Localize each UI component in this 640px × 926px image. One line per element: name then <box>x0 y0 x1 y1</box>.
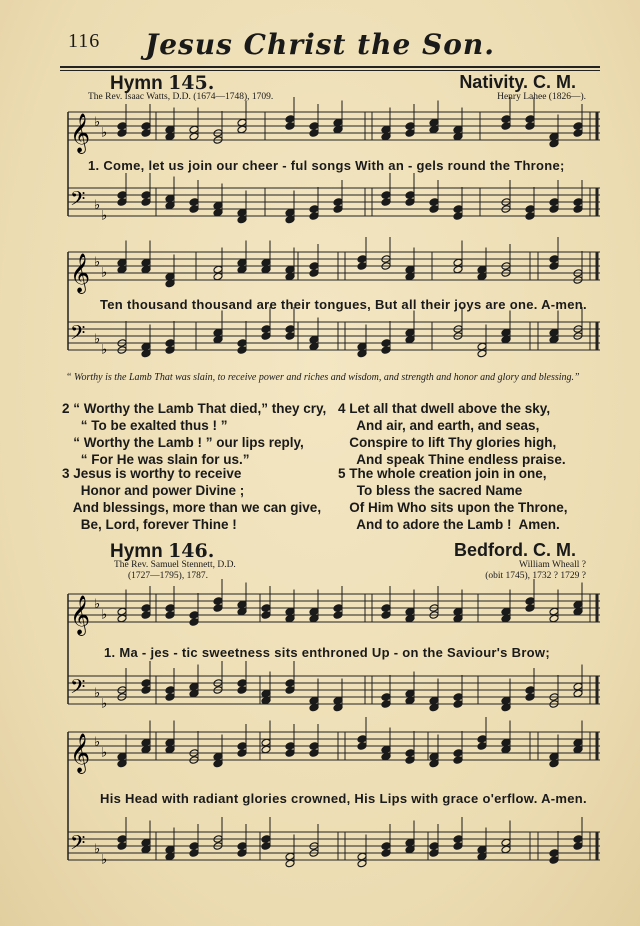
note-head <box>141 349 151 358</box>
bass-clef-icon: 𝄢 <box>70 321 86 349</box>
note-head <box>213 335 223 344</box>
note-head <box>573 198 583 207</box>
note-head <box>285 332 295 341</box>
note-head <box>501 614 511 623</box>
note-head <box>525 597 535 606</box>
note-head <box>237 346 247 355</box>
hymn-146-composer: William Wheall ? <box>519 560 586 570</box>
note-head <box>429 752 439 761</box>
note-head <box>477 852 487 861</box>
note-head <box>405 335 415 344</box>
note-head <box>309 749 319 758</box>
note-head <box>333 696 343 705</box>
note-head <box>501 115 511 124</box>
note-head <box>141 679 151 688</box>
note-head <box>549 255 559 264</box>
flat-icon: ♭ <box>101 208 108 224</box>
note-head <box>429 205 439 214</box>
note-head <box>333 125 343 134</box>
note-head <box>165 279 175 288</box>
note-head <box>237 208 247 217</box>
note-head <box>381 198 391 207</box>
note-head <box>117 842 127 851</box>
note-head <box>549 262 559 271</box>
note-head <box>189 611 199 620</box>
note-head <box>117 198 127 207</box>
note-head <box>381 191 391 200</box>
note-head <box>237 215 247 224</box>
note-head <box>381 842 391 851</box>
note-head <box>309 205 319 214</box>
note-head <box>477 272 487 281</box>
note-head <box>117 752 127 761</box>
note-head <box>573 745 583 754</box>
flat-icon: ♭ <box>94 686 101 701</box>
note-head <box>309 212 319 221</box>
note-head <box>357 262 367 271</box>
note-head <box>309 742 319 751</box>
hymn-146-author-dates: (1727—1795), 1787. <box>128 571 208 581</box>
note-head <box>237 742 247 751</box>
note-head <box>261 745 271 754</box>
note-head <box>381 693 391 702</box>
note-head <box>141 191 151 200</box>
header-rule <box>60 66 600 68</box>
note-head <box>261 689 271 698</box>
note-head <box>285 208 295 217</box>
note-head <box>309 122 319 131</box>
note-head <box>309 269 319 278</box>
note-head <box>549 198 559 207</box>
note-head <box>213 265 223 274</box>
note-head <box>141 258 151 267</box>
note-head <box>453 693 463 702</box>
note-head <box>573 129 583 138</box>
flat-icon: ♭ <box>94 597 101 612</box>
note-head <box>357 859 367 868</box>
note-head <box>573 122 583 131</box>
note-head <box>309 342 319 351</box>
note-head <box>165 125 175 134</box>
note-head <box>405 122 415 131</box>
note-head <box>381 604 391 613</box>
note-head <box>309 696 319 705</box>
note-head <box>165 686 175 695</box>
note-head <box>333 611 343 620</box>
hymn-145-tune: Nativity. C. M. <box>459 72 576 92</box>
note-head <box>261 265 271 274</box>
note-head <box>405 191 415 200</box>
note-head <box>141 845 151 854</box>
note-head <box>381 125 391 134</box>
note-head <box>573 842 583 851</box>
flat-icon: ♭ <box>94 255 101 270</box>
hymn-number: 146. <box>168 540 215 562</box>
note-head <box>573 600 583 609</box>
flat-icon: ♭ <box>101 342 108 358</box>
note-head <box>501 703 511 712</box>
note-head <box>165 272 175 281</box>
note-head <box>189 842 199 851</box>
note-head <box>309 607 319 616</box>
note-head <box>477 349 487 358</box>
note-head <box>405 272 415 281</box>
note-head <box>381 611 391 620</box>
note-head <box>453 205 463 214</box>
note-head <box>405 129 415 138</box>
note-head <box>525 205 535 214</box>
note-head <box>381 752 391 761</box>
note-head <box>165 132 175 141</box>
flat-icon: ♭ <box>101 852 108 868</box>
note-head <box>501 122 511 131</box>
note-head <box>405 756 415 765</box>
note-head <box>525 212 535 221</box>
note-head <box>189 198 199 207</box>
note-head <box>525 604 535 613</box>
note-head <box>141 745 151 754</box>
note-head <box>357 342 367 351</box>
note-head <box>453 756 463 765</box>
note-head <box>525 122 535 131</box>
hymn-146-composer-dates: (obit 1745), 1732 ? 1729 ? <box>485 571 586 581</box>
hymn-label: Hymn <box>110 73 163 94</box>
note-head <box>573 607 583 616</box>
treble-clef-icon: 𝄞 <box>70 595 91 635</box>
note-head <box>405 749 415 758</box>
note-head <box>165 346 175 355</box>
note-head <box>117 759 127 768</box>
bass-clef-icon: 𝄢 <box>70 831 86 859</box>
note-head <box>285 265 295 274</box>
note-head <box>549 614 559 623</box>
note-head <box>429 849 439 858</box>
page-title: Jesus Christ the Son. <box>144 28 496 61</box>
note-head <box>573 835 583 844</box>
note-head <box>285 742 295 751</box>
note-head <box>309 335 319 344</box>
note-head <box>381 700 391 709</box>
note-head <box>381 745 391 754</box>
note-head <box>141 838 151 847</box>
note-head <box>237 600 247 609</box>
flat-icon: ♭ <box>94 735 101 750</box>
hymn-146-lyric-line-2: His Head with radiant glories crowned, His Lips with grace o'erflow. A-men. <box>100 791 587 806</box>
note-head <box>405 607 415 616</box>
note-head <box>405 198 415 207</box>
note-head <box>189 849 199 858</box>
note-head <box>261 611 271 620</box>
note-head <box>549 328 559 337</box>
note-head <box>381 849 391 858</box>
note-head <box>213 759 223 768</box>
note-head <box>165 738 175 747</box>
note-head <box>141 342 151 351</box>
note-head <box>429 703 439 712</box>
note-head <box>357 742 367 751</box>
note-head <box>285 852 295 861</box>
verse-4: 4 Let all that dwell above the sky, And air, and earth, and seas, Conspire to lift Thy glories high, And speak Thine endless praise. <box>338 401 566 467</box>
note-head <box>333 703 343 712</box>
note-head <box>237 125 247 134</box>
flat-icon: ♭ <box>101 745 108 761</box>
note-head <box>357 852 367 861</box>
note-head <box>309 614 319 623</box>
note-head <box>213 201 223 210</box>
note-head <box>117 191 127 200</box>
note-head <box>237 265 247 274</box>
hymn-146-author: The Rev. Samuel Stennett, D.D. <box>114 560 236 570</box>
note-head <box>405 614 415 623</box>
note-head <box>501 607 511 616</box>
note-head <box>141 129 151 138</box>
note-head <box>165 611 175 620</box>
note-head <box>141 265 151 274</box>
note-head <box>429 759 439 768</box>
note-head <box>213 208 223 217</box>
note-head <box>477 265 487 274</box>
note-head <box>333 205 343 214</box>
note-head <box>165 604 175 613</box>
note-head <box>189 689 199 698</box>
verse-5: 5 The whole creation join in one, To bless the sacred Name Of Him Who sits upon the Throne, And to adore the Lamb ! Amen. <box>338 466 568 532</box>
hymn-145-composer: Henry Lahee (1826—). <box>497 92 586 102</box>
note-head <box>237 339 247 348</box>
note-head <box>237 679 247 688</box>
note-head <box>501 845 511 854</box>
note-head <box>501 738 511 747</box>
note-head <box>261 842 271 851</box>
note-head <box>501 696 511 705</box>
note-head <box>261 604 271 613</box>
note-head <box>309 262 319 271</box>
note-head <box>285 679 295 688</box>
note-head <box>285 325 295 334</box>
note-head <box>453 614 463 623</box>
note-head <box>453 835 463 844</box>
hymn-label: Hymn <box>110 541 163 562</box>
note-head <box>213 752 223 761</box>
note-head <box>381 339 391 348</box>
note-head <box>141 604 151 613</box>
hymn-145-author: The Rev. Isaac Watts, D.D. (1674—1748), 1709. <box>88 92 274 102</box>
note-head <box>117 258 127 267</box>
note-head <box>237 749 247 758</box>
note-head <box>285 607 295 616</box>
flat-icon: ♭ <box>94 842 101 857</box>
note-head <box>309 129 319 138</box>
note-head <box>309 703 319 712</box>
note-head <box>525 693 535 702</box>
note-head <box>285 122 295 131</box>
note-head <box>453 212 463 221</box>
note-head <box>453 125 463 134</box>
note-head <box>117 835 127 844</box>
note-head <box>453 258 463 267</box>
note-head <box>285 859 295 868</box>
note-head <box>549 752 559 761</box>
scripture-quote: “ Worthy is the Lamb That was slain, to receive power and riches and wisdom, and strength and honor and glory and blessing.” <box>66 372 580 383</box>
note-head <box>549 132 559 141</box>
note-head <box>165 852 175 861</box>
note-head <box>381 346 391 355</box>
note-head <box>165 845 175 854</box>
note-head <box>189 125 199 134</box>
note-head <box>237 849 247 858</box>
note-head <box>237 686 247 695</box>
verse-2: 2 “ Worthy the Lamb That died,” they cry, “ To be exalted thus ! ” “ Worthy the Lamb ! ” our lips reply, “ For He was slain for us.” <box>62 401 327 467</box>
note-head <box>165 194 175 203</box>
note-head <box>405 838 415 847</box>
note-head <box>333 118 343 127</box>
note-head <box>237 842 247 851</box>
note-head <box>525 115 535 124</box>
note-head <box>237 118 247 127</box>
treble-clef-icon: 𝄞 <box>70 253 91 293</box>
note-head <box>381 132 391 141</box>
hymn-number: 145. <box>168 72 215 94</box>
note-head <box>333 198 343 207</box>
note-head <box>453 749 463 758</box>
note-head <box>261 325 271 334</box>
note-head <box>357 349 367 358</box>
note-head <box>453 132 463 141</box>
note-head <box>141 198 151 207</box>
note-head <box>117 614 127 623</box>
note-head <box>549 849 559 858</box>
note-head <box>117 129 127 138</box>
note-head <box>189 618 199 627</box>
note-head <box>501 838 511 847</box>
note-head <box>333 604 343 613</box>
treble-clef-icon: 𝄞 <box>70 113 91 153</box>
page-number: 116 <box>68 30 101 52</box>
note-head <box>261 696 271 705</box>
note-head <box>405 845 415 854</box>
note-head <box>573 205 583 214</box>
note-head <box>549 607 559 616</box>
flat-icon: ♭ <box>101 265 108 281</box>
treble-clef-icon: 𝄞 <box>70 733 91 773</box>
note-head <box>549 205 559 214</box>
note-head <box>525 686 535 695</box>
note-head <box>285 272 295 281</box>
note-head <box>237 607 247 616</box>
note-head <box>189 132 199 141</box>
note-head <box>429 696 439 705</box>
flat-icon: ♭ <box>101 696 108 712</box>
note-head <box>165 339 175 348</box>
note-head <box>261 332 271 341</box>
note-head <box>453 842 463 851</box>
note-head <box>357 255 367 264</box>
verse-3: 3 Jesus is worthy to receive Honor and power Divine ; And blessings, more than we can give, Be, Lord, forever Thine ! <box>62 466 322 532</box>
note-head <box>117 122 127 131</box>
note-head <box>213 597 223 606</box>
note-head <box>261 835 271 844</box>
note-head <box>189 205 199 214</box>
note-head <box>549 335 559 344</box>
note-head <box>453 700 463 709</box>
note-head <box>285 749 295 758</box>
note-head <box>429 842 439 851</box>
note-head <box>165 201 175 210</box>
note-head <box>405 328 415 337</box>
note-head <box>477 742 487 751</box>
note-head <box>117 265 127 274</box>
flat-icon: ♭ <box>101 125 108 141</box>
note-head <box>357 735 367 744</box>
note-head <box>453 607 463 616</box>
note-head <box>501 745 511 754</box>
hymn-146-tune: Bedford. C. M. <box>454 540 576 560</box>
note-head <box>429 118 439 127</box>
flat-icon: ♭ <box>94 198 101 213</box>
note-head <box>117 607 127 616</box>
note-head <box>285 115 295 124</box>
note-head <box>213 604 223 613</box>
note-head <box>285 215 295 224</box>
note-head <box>477 845 487 854</box>
note-head <box>501 328 511 337</box>
flat-icon: ♭ <box>94 115 101 130</box>
note-head <box>549 856 559 865</box>
note-head <box>141 122 151 131</box>
note-head <box>501 335 511 344</box>
note-head <box>405 265 415 274</box>
note-head <box>213 272 223 281</box>
header-rule-thin <box>60 70 600 71</box>
note-head <box>405 696 415 705</box>
note-head <box>141 738 151 747</box>
note-head <box>261 738 271 747</box>
note-head <box>285 614 295 623</box>
note-head <box>477 342 487 351</box>
hymn-145-lyric-line-1: 1. Come, let us join our cheer - ful songs With an - gels round the Throne; <box>88 158 565 173</box>
flat-icon: ♭ <box>101 607 108 623</box>
note-head <box>573 682 583 691</box>
note-head <box>237 258 247 267</box>
note-head <box>285 686 295 695</box>
note-head <box>261 258 271 267</box>
note-head <box>165 693 175 702</box>
note-head <box>573 689 583 698</box>
note-head <box>405 689 415 698</box>
flat-icon: ♭ <box>94 332 101 347</box>
note-head <box>165 745 175 754</box>
hymn-145-lyric-line-2: Ten thousand thousand are their tongues, But all their joys are one. A-men. <box>100 297 587 312</box>
note-head <box>189 682 199 691</box>
note-head <box>213 328 223 337</box>
note-head <box>549 759 559 768</box>
note-head <box>141 611 151 620</box>
note-head <box>453 265 463 274</box>
note-head <box>141 686 151 695</box>
note-head <box>429 125 439 134</box>
note-head <box>573 738 583 747</box>
note-head <box>429 198 439 207</box>
note-head <box>477 735 487 744</box>
bass-clef-icon: 𝄢 <box>70 187 86 215</box>
note-head <box>549 139 559 148</box>
bass-clef-icon: 𝄢 <box>70 675 86 703</box>
hymn-146-lyric-line-1: 1. Ma - jes - tic sweetness sits enthroned Up - on the Saviour's Brow; <box>104 645 550 660</box>
